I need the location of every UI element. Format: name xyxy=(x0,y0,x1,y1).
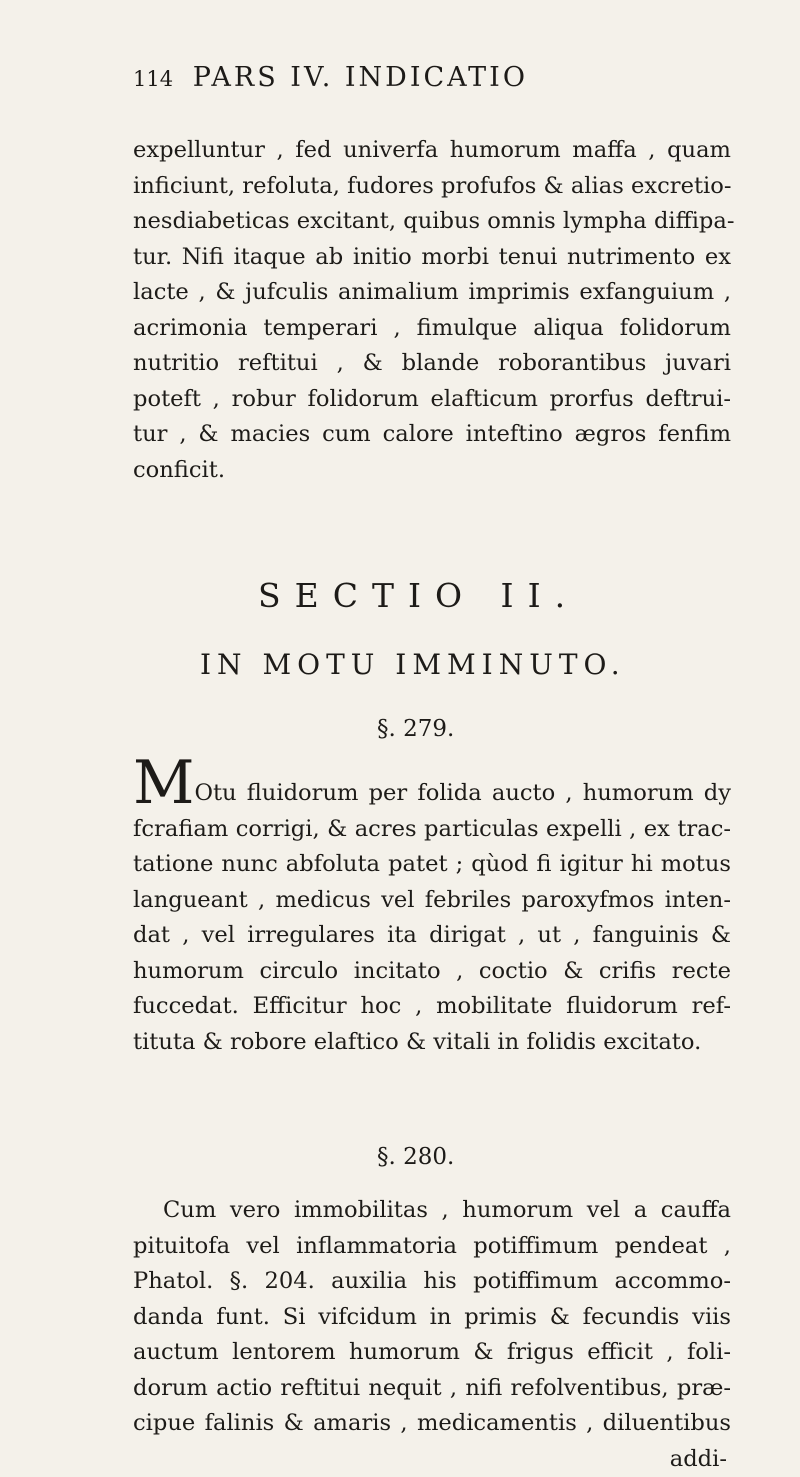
text-line: acrimonia temperari , fimulque aliqua folidorum xyxy=(133,311,731,347)
running-title: PARS IV. INDICATIO xyxy=(193,62,528,93)
text-line: tur , & macies cum calore inteftino ægros fenfim xyxy=(133,417,731,453)
text-line: fuccedat. Efficitur hoc , mobilitate fluidorum ref- xyxy=(133,989,731,1025)
text-line: auctum lentorem humorum & frigus efficit , foli- xyxy=(133,1335,731,1371)
paragraph-280 xyxy=(133,1193,731,1477)
text-line: pituitofa vel inflammatoria potiffimum pendeat , xyxy=(133,1229,731,1265)
text-line: cipue falinis & amaris , medicamentis , diluentibus xyxy=(133,1406,731,1442)
paragraph-279 xyxy=(133,763,731,1060)
text-line: Phatol. §. 204. auxilia his potiffimum accommo- xyxy=(133,1264,731,1300)
section-title: SECTIO II. xyxy=(258,576,579,615)
paragraph-number-280: §. 280. xyxy=(377,1144,454,1170)
text-line-first: Otu fluidorum per folida aucto , humorum dy xyxy=(194,780,731,806)
drop-cap: M xyxy=(133,748,194,818)
text-line: Cum vero immobilitas , humorum vel a cauffa xyxy=(133,1193,731,1229)
catchword: addi- xyxy=(133,1442,731,1477)
text-line: humorum circulo incitato , coctio & crifis recte xyxy=(133,954,731,990)
text-line xyxy=(133,763,731,812)
text-line: tatione nunc abfoluta patet ; qùod fi igitur hi motus xyxy=(133,847,731,883)
text-line: dat , vel irregulares ita dirigat , ut , fanguinis & xyxy=(133,918,731,954)
text-line: expelluntur , fed univerfa humorum maffa , quam xyxy=(133,133,731,169)
text-line: tur. Nifi itaque ab initio morbi tenui nutrimento ex xyxy=(133,240,731,276)
text-line: poteft , robur folidorum elafticum prorfus deftrui- xyxy=(133,382,731,418)
text-line: danda funt. Si vifcidum in primis & fecundis viis xyxy=(133,1300,731,1336)
text-line: tituta & robore elaftico & vitali in folidis excitato. xyxy=(133,1025,731,1061)
text-line: conficit. xyxy=(133,453,731,489)
text-line: nesdiabeticas excitant, quibus omnis lympha diffipa- xyxy=(133,204,731,240)
text-line: fcrafiam corrigi, & acres particulas expelli , ex trac- xyxy=(133,812,731,848)
page-number: 114 xyxy=(133,67,173,91)
section-subtitle: IN MOTU IMMINUTO. xyxy=(200,648,626,681)
text-line: lacte , & jufculis animalium imprimis exfanguium , xyxy=(133,275,731,311)
text-line: inficiunt, refoluta, fudores profufos & alias excretio- xyxy=(133,169,731,205)
running-head xyxy=(133,62,528,93)
text-line: dorum actio reftitui nequit , nifi refolventibus, præ- xyxy=(133,1371,731,1407)
paragraph-number-279: §. 279. xyxy=(377,716,454,742)
text-line: nutritio reftitui , & blande roborantibus juvari xyxy=(133,346,731,382)
text-line: langueant , medicus vel febriles paroxyfmos inten- xyxy=(133,883,731,919)
paragraph-continued xyxy=(133,133,731,488)
